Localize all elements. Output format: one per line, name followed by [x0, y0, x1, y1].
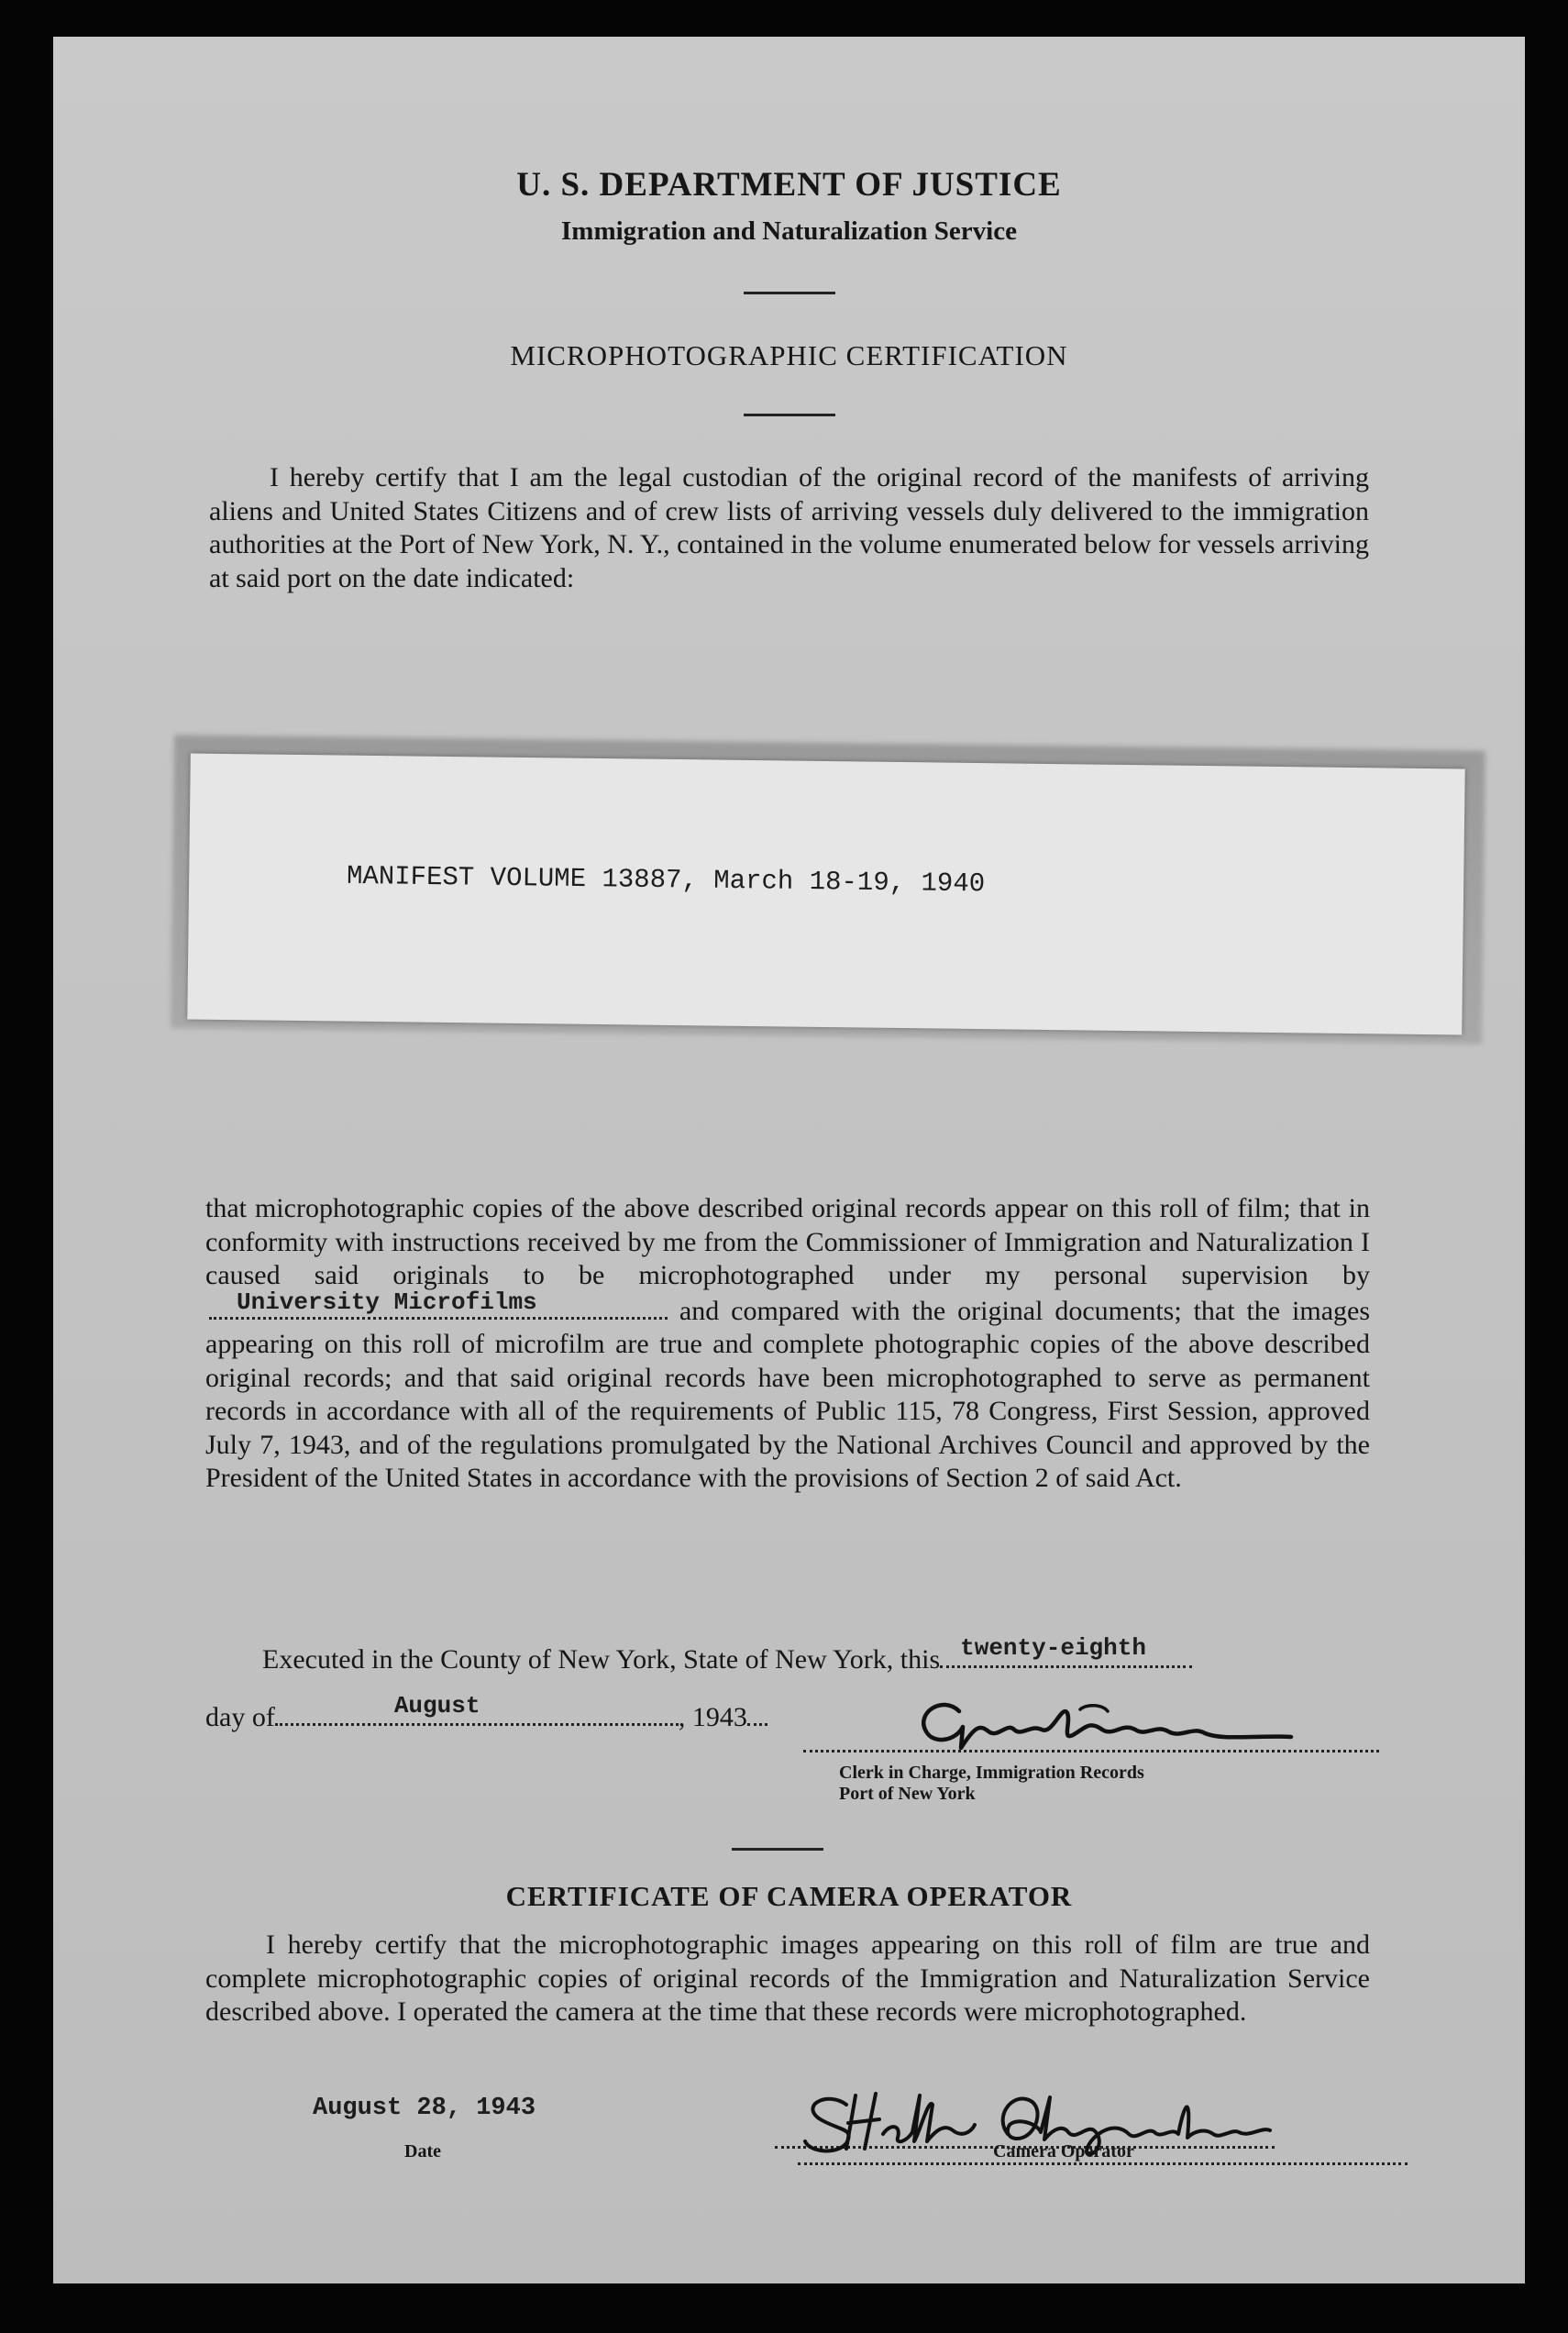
executed-month: August	[393, 1692, 480, 1719]
divider-rule	[744, 414, 835, 416]
day-of-line	[205, 1692, 767, 1733]
certificate-page	[53, 37, 1525, 2283]
body-paragraph-part2: and compared with the original documents; that the images appearing on this roll of microfilm are true and complete photographic copies of the above described original records; and that said original records have been microphotographed to serve as permanent records in accordance with all of the requirements of Public 115, 78 Congress, First Session, approved July 7, 1943, and of the regulations promulgated by the National Archives Council and approved by the President of the United States in accordance with the provisions of Section 2 of said Act.	[205, 1295, 1371, 1493]
year-digit: 3	[733, 1702, 747, 1732]
year-prefix: , 194	[678, 1702, 734, 1732]
supervisor-blank	[209, 1288, 668, 1320]
executed-day-blank	[940, 1634, 1192, 1668]
clerk-signature	[906, 1676, 1383, 1759]
executed-day: twenty-eighth	[960, 1634, 1146, 1662]
certification-title: MICROPHOTOGRAPHIC CERTIFICATION	[510, 339, 1068, 371]
divider-rule	[744, 292, 835, 294]
supervisor-name: University Microfilms	[237, 1288, 537, 1316]
clerk-signature-line	[803, 1750, 1379, 1753]
camera-operator-signature-line	[798, 2162, 1408, 2165]
year-blank	[747, 1699, 767, 1726]
intro-paragraph: I hereby certify that I am the legal custodian of the original record of the manifests of arriving aliens and United States Citizens and of crew lists of arriving vessels duly delivered to the immigration authorities at the Port of New York, N. Y., contained in the volume enumerated below for vessels arriving at said port on the date indicated:	[209, 462, 1369, 593]
clerk-title-line1: Clerk in Charge, Immigration Records	[839, 1763, 1144, 1783]
camera-operator-paragraph: I hereby certify that the microphotographic images appearing on this roll of film are true and complete microphotographic copies of original records of the Immigration and Naturalization Service described above. I operated the camera at the time that these records were microphotographed.	[205, 1929, 1370, 2027]
camera-operator-title: CERTIFICATE OF CAMERA OPERATOR	[505, 1880, 1073, 1912]
clerk-title-line2: Port of New York	[839, 1784, 976, 1804]
manifest-volume-label: MANIFEST VOLUME 13887, March 18-19, 1940	[346, 860, 986, 900]
camera-date-value: August 28, 1943	[313, 2095, 536, 2122]
month-blank	[275, 1692, 679, 1726]
executed-line	[262, 1634, 1192, 1675]
department-title: U. S. DEPARTMENT OF JUSTICE	[516, 166, 1062, 204]
body-paragraph	[205, 1192, 1370, 1496]
day-of-label: day of	[205, 1702, 275, 1732]
divider-rule	[732, 1848, 823, 1851]
service-subtitle: Immigration and Naturalization Service	[561, 216, 1017, 246]
executed-text: Executed in the County of New York, State of New York, this	[262, 1644, 941, 1675]
camera-operator-label: Camera Operator	[993, 2141, 1134, 2162]
date-label: Date	[404, 2141, 441, 2162]
clerk-title	[839, 1763, 1144, 1805]
body-paragraph-part1: that microphotographic copies of the above described original records appear on this roll of film; that in conformity with instructions received by me from the Commissioner of Immigration and Naturalization I caused said originals to be microphotographed under my personal supervision by	[205, 1193, 1370, 1290]
